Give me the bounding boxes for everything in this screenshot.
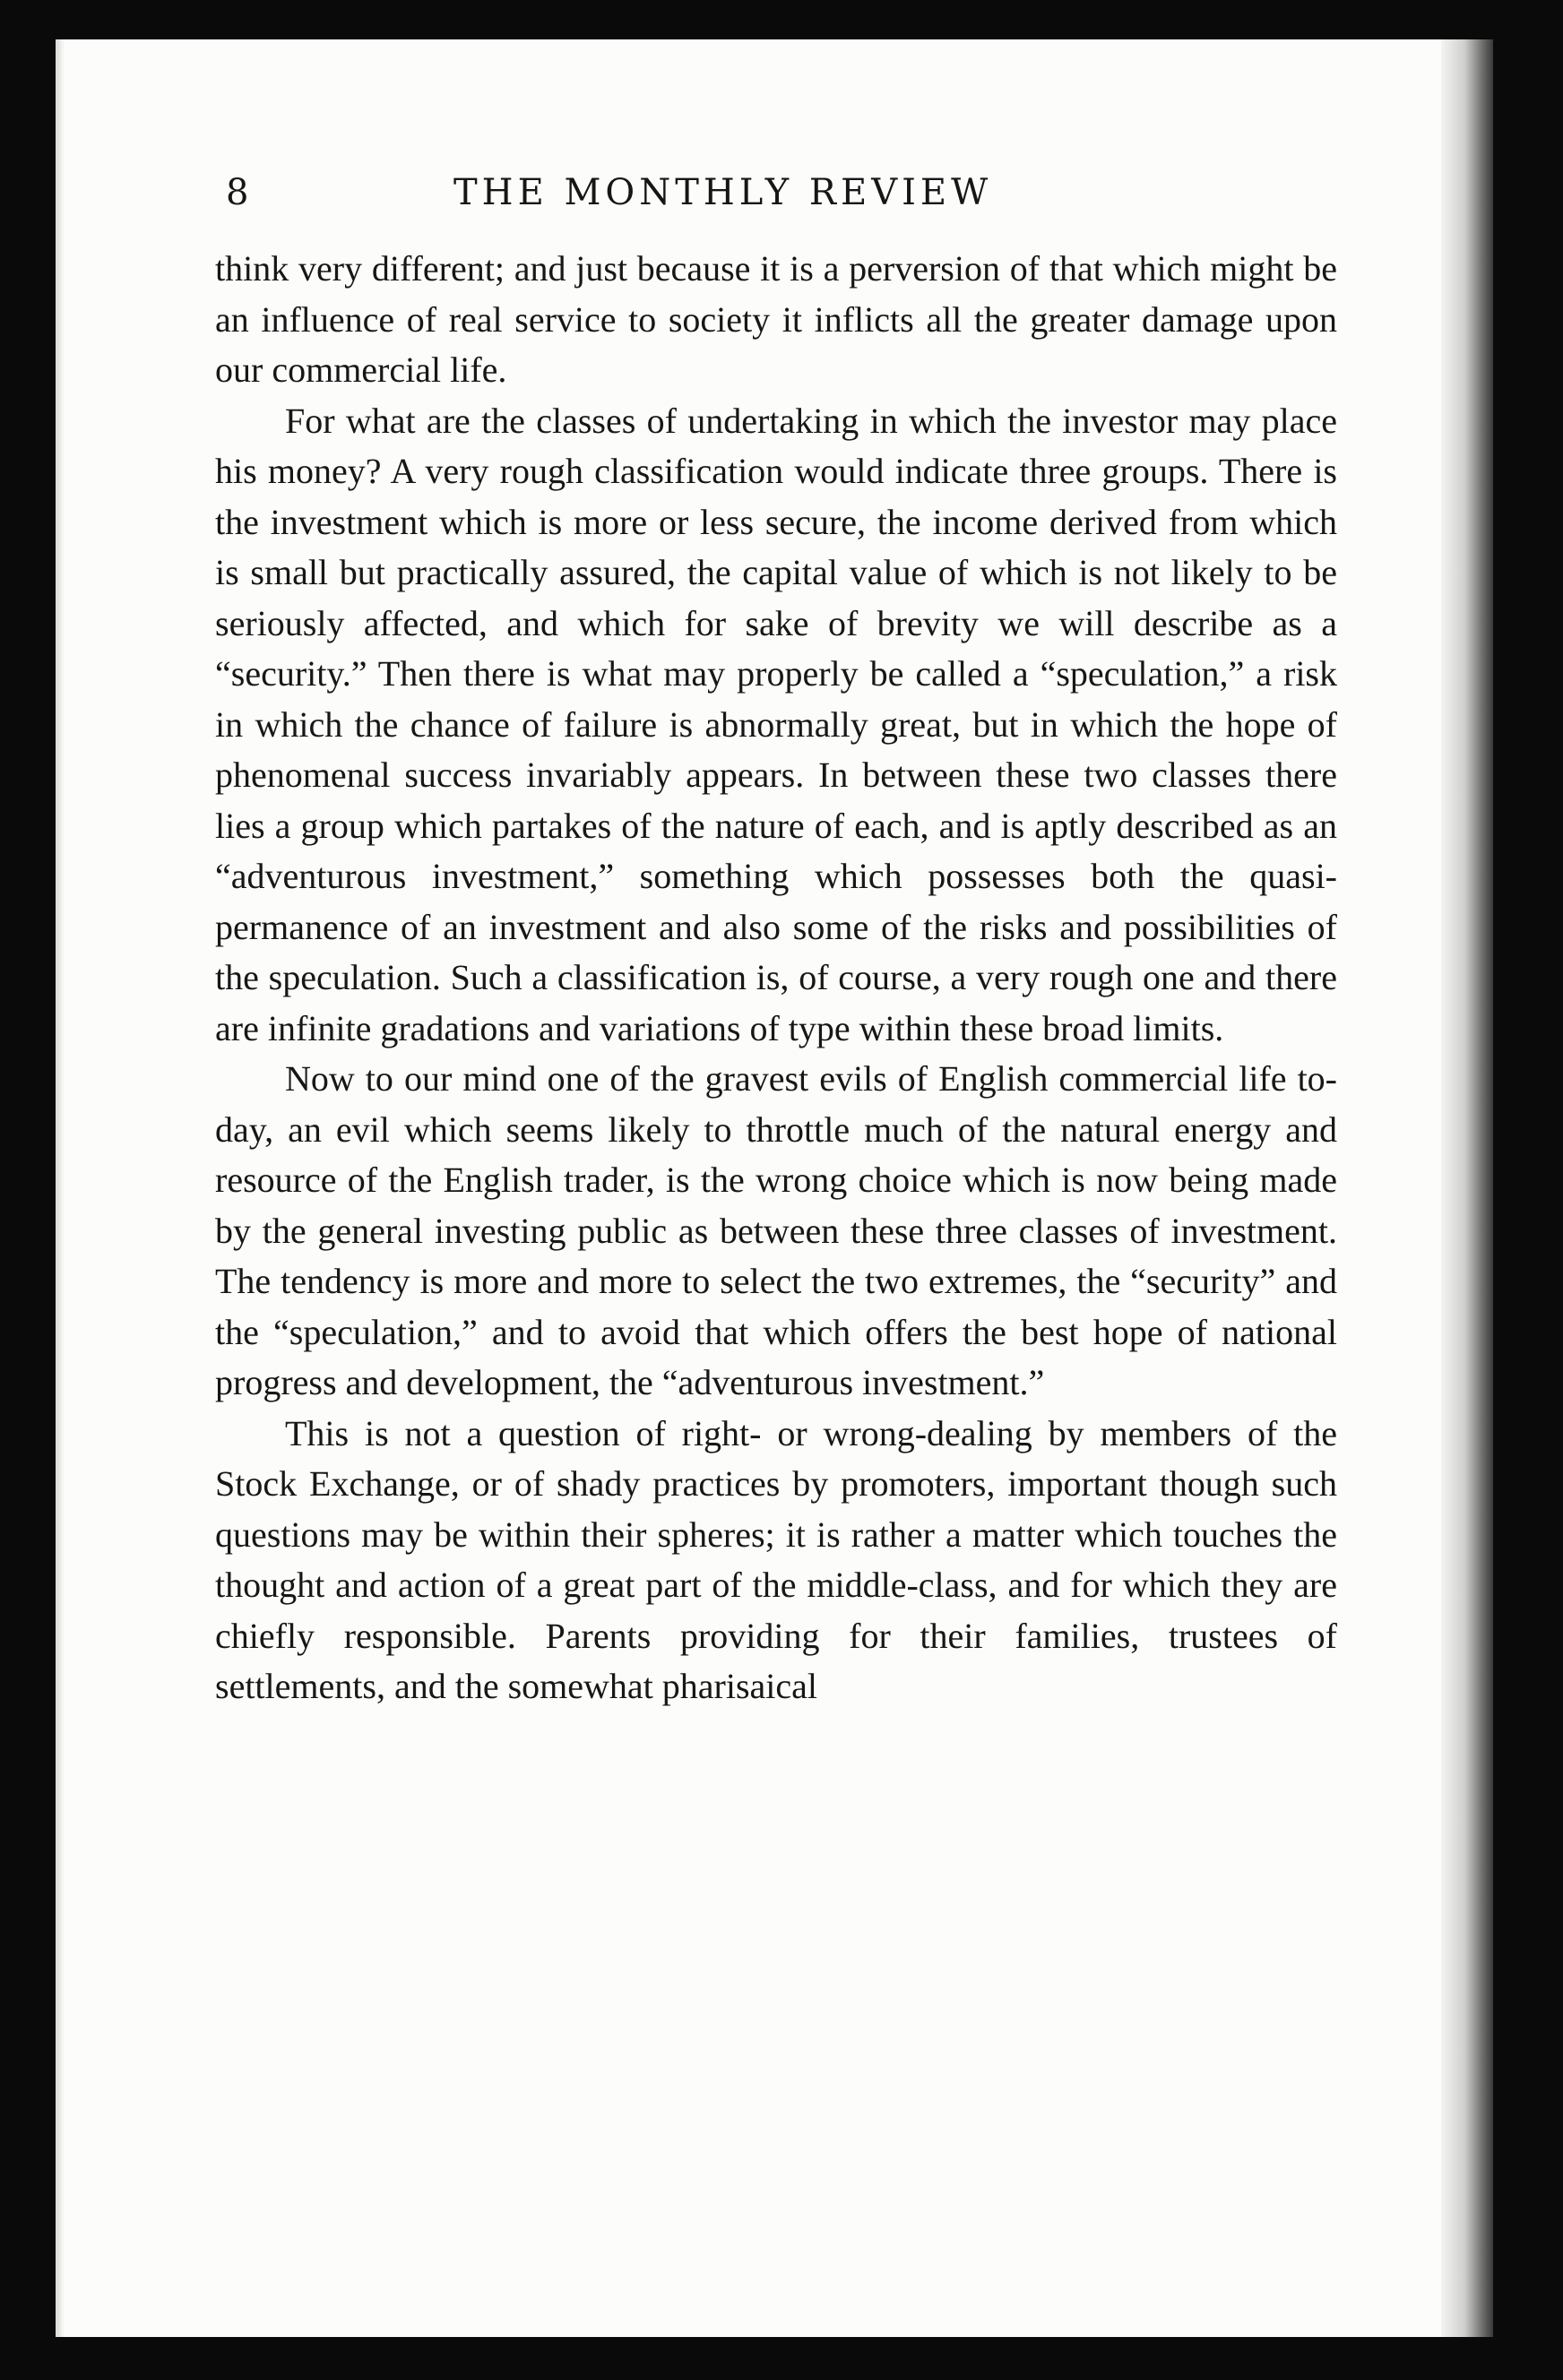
paragraph-classes-of-undertaking: For what are the classes of undertaking in which the investor may place his money? A very rough classification would indicate three groups. There is the investment which is more or less secure, the income derived from which is small but practically assured, the capital value of which is not likely to be seriously affected, and which for sake of brevity we will describe as a “security.” Then there is what may properly be called a “speculation,” a risk in which the chance of failure is abnormally great, but in which the hope of phenomenal success invariably appears. In between these two classes there lies a group which partakes of the nature of each, and is aptly described as an “adventurous investment,” something which possesses both the quasi-permanence of an investment and also some of the risks and possibilities of the speculation. Such a classification is, of course, a very rough one and there are infinite gradations and variations of type within these broad limits. [215,400,1337,1048]
page-left-shadow [56,39,65,2337]
page-gutter-shadow [1441,39,1493,2337]
paragraph-not-a-question: This is not a question of right- or wrong-dealing by members of the Stock Exchange, or of shady practices by promoters, important though such questions may be within their spheres; it is rather a matter which touches the thought and action of a great part of the middle-class, and for which they are chiefly responsible. Parents providing for their families, trustees of settlements, and the somewhat pharisaical [215,1412,1337,1706]
paragraph-continued: think very different; and just because it is a perversion of that which might be an influence of real service to society it inflicts all the greater damage upon our commercial life. [215,248,1337,390]
page-number: 8 [226,172,250,213]
paragraph-gravest-evils: Now to our mind one of the gravest evils of English commercial life to-day, an evil which seems likely to throttle much of the natural energy and resource of the English trader, is the wrong choice which is now being made by the general investing public as between these three classes of investment. The tendency is more and more to select the two extremes, the “security” and the “speculation,” and to avoid that which offers the best hope of national progress and development, the “adventurous investment.” [215,1058,1337,1402]
body-text [215,244,1337,1712]
running-title: THE MONTHLY REVIEW [453,172,993,213]
running-head [226,172,1364,235]
